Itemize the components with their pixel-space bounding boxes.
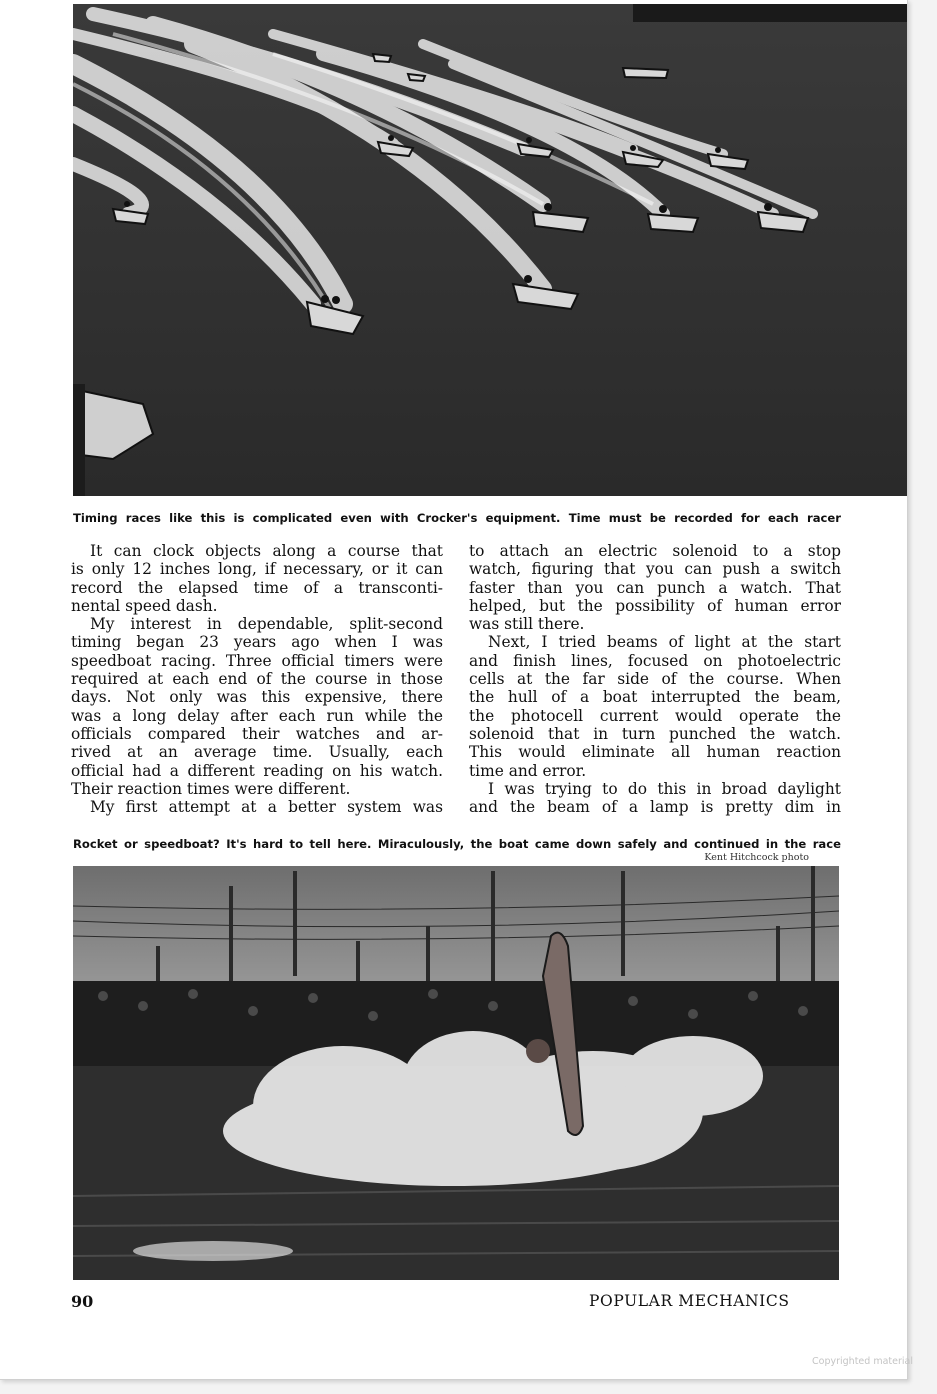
- article-line: watch, figuring that you can push a switch: [469, 560, 841, 579]
- article-line: It can clock objects along a course that: [90, 542, 443, 560]
- article-line: and finish lines, focused on photoelectric: [469, 651, 841, 670]
- article-line: cells at the far side of the course. When: [469, 670, 841, 689]
- boat-flip-photo: [73, 866, 839, 1280]
- article-line: My first attempt at a better system was: [90, 798, 443, 817]
- article-line: to attach an electric solenoid to a stop: [469, 542, 841, 560]
- article-line: Next, I tried beams of light at the start: [488, 633, 841, 652]
- article-line: was a long delay after each run while the: [71, 706, 443, 725]
- article-line: timing began 23 years ago when I was: [71, 633, 443, 652]
- top-photo-caption: Timing races like this is complicated even with Crocker's equipment. Time must be recorded for each racer: [73, 511, 841, 525]
- copyright-watermark: Copyrighted material: [812, 1356, 913, 1367]
- page-number: 90: [71, 1292, 94, 1311]
- article-line: This would eliminate all human reaction: [469, 743, 841, 762]
- photo-credit: Kent Hitchcock photo: [704, 852, 809, 863]
- article-line: My interest in dependable, split-second: [90, 615, 443, 634]
- article-line: and the beam of a lamp is pretty dim in: [469, 798, 841, 817]
- article-line: helped, but the possibility of human error: [469, 596, 841, 615]
- article-line: is only 12 inches long, if necessary, or it can: [71, 560, 443, 579]
- article-right-column: [469, 542, 841, 816]
- article-line: the hull of a boat interrupted the beam,: [469, 688, 841, 707]
- speedboat-race-illustration: [73, 4, 907, 496]
- article-line: days. Not only was this expensive, there: [71, 688, 443, 707]
- article-line: the photocell current would operate the: [469, 706, 841, 725]
- article-line: officials compared their watches and ar-: [71, 724, 443, 743]
- article-line: I was trying to do this in broad daylight: [488, 779, 841, 798]
- article-line: solenoid that in turn punched the watch.: [469, 724, 841, 743]
- article-line: was still there.: [469, 615, 585, 634]
- bottom-photo-caption: Rocket or speedboat? It's hard to tell here. Miraculously, the boat came down safely and continued in the race: [73, 837, 841, 851]
- article-line: nental speed dash.: [71, 596, 218, 615]
- article-left-column: [71, 542, 443, 816]
- article-line: required at each end of the course in those: [71, 670, 443, 689]
- magazine-title: POPULAR MECHANICS: [589, 1292, 790, 1310]
- article-line: time and error.: [469, 761, 587, 780]
- article-line: record the elapsed time of a transconti-: [71, 578, 443, 597]
- article-line: official had a different reading on his watch.: [71, 761, 443, 780]
- article-line: faster than you can punch a watch. That: [469, 578, 841, 597]
- boat-flip-illustration: [73, 866, 839, 1280]
- speedboat-race-photo: [73, 4, 907, 496]
- article-line: speedboat racing. Three official timers were: [71, 651, 443, 670]
- article-line: Their reaction times were different.: [71, 779, 351, 798]
- article-line: rived at an average time. Usually, each: [71, 743, 443, 762]
